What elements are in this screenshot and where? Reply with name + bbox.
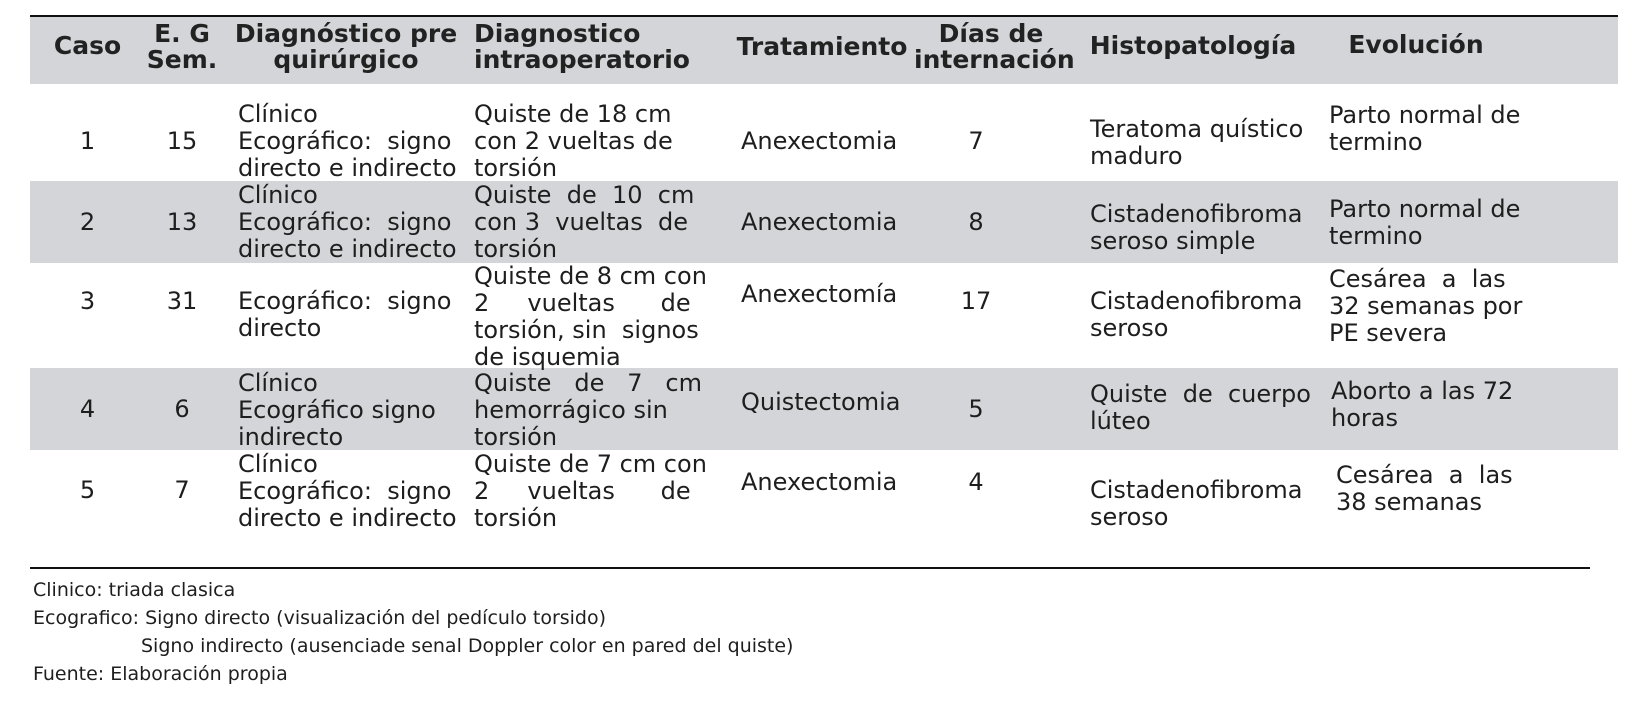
cell-dias bbox=[914, 288, 1038, 315]
cell-text: Cistadenofibroma bbox=[1090, 287, 1303, 315]
cell-text: Anexectomia bbox=[741, 208, 898, 236]
cell-text: 32 semanas por bbox=[1329, 292, 1523, 320]
header-tratamiento bbox=[728, 34, 916, 60]
header-eg bbox=[142, 21, 222, 73]
cell-evolucion bbox=[1336, 462, 1513, 516]
header-dias bbox=[914, 19, 1075, 74]
footnote-fuente: Fuente: Elaboración propia bbox=[33, 663, 288, 685]
cell-text: directo bbox=[238, 314, 322, 342]
cell-tratamiento bbox=[741, 469, 897, 496]
cell-text: con 3 vueltas de bbox=[474, 208, 688, 236]
cell-text: 5 bbox=[79, 476, 96, 504]
header-text: Caso bbox=[53, 31, 122, 60]
cell-eg bbox=[142, 477, 222, 504]
cell-tratamiento bbox=[741, 128, 897, 155]
cell-text: torsión, sin signos bbox=[474, 316, 699, 344]
cell-text: Cesárea a las bbox=[1336, 461, 1513, 489]
header-caso bbox=[40, 33, 135, 59]
footnote-clinico: Clinico: triada clasica bbox=[33, 579, 236, 601]
cell-text: 17 bbox=[960, 287, 992, 315]
cell-diagnostico-intra bbox=[474, 263, 707, 371]
cell-tratamiento bbox=[741, 389, 901, 416]
cell-text: termino bbox=[1329, 222, 1423, 250]
cell-diagnostico-intra bbox=[474, 101, 673, 182]
cell-text: 7 bbox=[174, 476, 190, 504]
cell-text: Anexectomia bbox=[741, 127, 898, 155]
cell-text: 38 semanas bbox=[1336, 488, 1482, 516]
header-text: Diagnostico bbox=[474, 19, 641, 48]
cell-diagnostico-pre bbox=[238, 370, 436, 451]
header-text: intraoperatorio bbox=[474, 45, 690, 74]
cell-text: Ecográfico: signo bbox=[238, 477, 452, 505]
cell-evolucion bbox=[1329, 102, 1520, 156]
cell-text: Quiste de 7 cm con bbox=[474, 450, 707, 478]
cell-diagnostico-intra bbox=[474, 182, 694, 263]
table-footnotes bbox=[33, 576, 793, 688]
cell-text: directo e indirecto bbox=[238, 504, 457, 532]
cell-text: 4 bbox=[968, 468, 984, 496]
cell-text: maduro bbox=[1090, 142, 1183, 170]
cell-text: seroso bbox=[1090, 503, 1169, 531]
cell-text: Ecográfico: signo bbox=[238, 127, 452, 155]
cell-text: Teratoma quístico bbox=[1090, 115, 1304, 143]
header-text: Tratamiento bbox=[736, 32, 908, 61]
cell-text: torsión bbox=[474, 423, 558, 451]
cell-text: directo e indirecto bbox=[238, 154, 457, 182]
cell-text: indirecto bbox=[238, 423, 344, 451]
cell-text: 3 bbox=[79, 287, 96, 315]
header-text: Histopatología bbox=[1089, 31, 1297, 60]
header-diagnostico-pre bbox=[230, 21, 462, 73]
cell-histopatologia bbox=[1090, 288, 1302, 342]
header-text: Evolución bbox=[1348, 30, 1484, 59]
cell-caso bbox=[40, 128, 135, 155]
cell-text: Parto normal de bbox=[1329, 195, 1521, 223]
cell-text: Ecográfico: signo bbox=[238, 208, 452, 236]
cell-text: Clínico bbox=[238, 369, 318, 397]
cell-eg bbox=[142, 396, 222, 423]
cell-histopatologia bbox=[1090, 116, 1303, 170]
cell-text: 8 bbox=[968, 208, 984, 236]
header-diagnostico-intra bbox=[474, 21, 714, 73]
cell-evolucion bbox=[1331, 378, 1513, 432]
cell-text: Quiste de 10 cm bbox=[474, 181, 695, 209]
cell-text: horas bbox=[1331, 404, 1398, 432]
cell-text: hemorrágico sin bbox=[474, 396, 668, 424]
cell-dias bbox=[914, 396, 1038, 423]
cell-text: Quiste de cuerpo bbox=[1090, 380, 1311, 408]
cell-tratamiento bbox=[741, 209, 897, 236]
cell-text: Quiste de 7 cm bbox=[474, 369, 702, 397]
cell-text: Clínico bbox=[238, 181, 318, 209]
cell-text: Clínico bbox=[238, 450, 318, 478]
cell-text: 15 bbox=[166, 127, 198, 155]
cell-text: 6 bbox=[174, 395, 190, 423]
table-bottom-rule bbox=[30, 567, 1590, 569]
footnote-signo-indirecto: Signo indirecto (ausenciade senal Doppler color en pared del quiste) bbox=[141, 635, 794, 657]
cell-text: lúteo bbox=[1090, 407, 1151, 435]
cell-caso bbox=[40, 477, 135, 504]
cell-text: termino bbox=[1329, 128, 1423, 156]
cell-tratamiento bbox=[741, 281, 897, 308]
cell-diagnostico-pre bbox=[238, 101, 457, 182]
cell-text: directo e indirecto bbox=[238, 235, 457, 263]
cell-text: Cesárea a las bbox=[1329, 265, 1506, 293]
cell-text: Ecográfico: signo bbox=[238, 287, 452, 315]
cell-text: Cistadenofibroma bbox=[1090, 200, 1303, 228]
cell-text: con 2 vueltas de bbox=[474, 127, 673, 155]
cell-caso bbox=[40, 396, 135, 423]
header-text: quirúrgico bbox=[273, 45, 419, 74]
cell-dias bbox=[914, 128, 1038, 155]
cell-text: seroso bbox=[1090, 314, 1169, 342]
header-histopatologia bbox=[1082, 33, 1304, 59]
cell-dias bbox=[914, 209, 1038, 236]
cell-caso bbox=[40, 288, 135, 315]
cell-evolucion bbox=[1329, 196, 1520, 250]
cell-text: 5 bbox=[968, 395, 984, 423]
cell-histopatologia bbox=[1090, 381, 1311, 435]
cell-diagnostico-pre bbox=[238, 182, 457, 263]
cell-histopatologia bbox=[1090, 477, 1302, 531]
cell-text: Clínico bbox=[238, 100, 318, 128]
header-text: Días de bbox=[938, 19, 1044, 48]
cell-histopatologia bbox=[1090, 201, 1302, 255]
cell-text: 4 bbox=[79, 395, 96, 423]
cell-diagnostico-pre bbox=[238, 451, 457, 532]
header-text: E. G bbox=[154, 19, 210, 48]
cell-text: 2 vueltas de bbox=[474, 477, 691, 505]
cell-text: Cistadenofibroma bbox=[1090, 476, 1303, 504]
cell-text: torsión bbox=[474, 235, 558, 263]
cell-text: 31 bbox=[166, 287, 198, 315]
header-text: internación bbox=[914, 45, 1075, 74]
cell-text: Aborto a las 72 bbox=[1331, 377, 1514, 405]
cell-text: 1 bbox=[79, 127, 96, 155]
cell-text: PE severa bbox=[1329, 319, 1448, 347]
cell-text: torsión bbox=[474, 504, 558, 532]
cell-text: 2 bbox=[79, 208, 96, 236]
cell-dias bbox=[914, 469, 1038, 496]
cell-text: Quiste de 18 cm bbox=[474, 100, 672, 128]
header-evolucion bbox=[1316, 32, 1516, 58]
cell-text: 13 bbox=[166, 208, 198, 236]
cell-text: Parto normal de bbox=[1329, 101, 1521, 129]
cell-diagnostico-intra bbox=[474, 451, 707, 532]
cell-diagnostico-intra bbox=[474, 370, 702, 451]
cell-text: Anexectomia bbox=[741, 468, 898, 496]
cell-text: Quiste de 8 cm con bbox=[474, 262, 707, 290]
header-text: Diagnóstico pre bbox=[234, 19, 458, 48]
cell-evolucion bbox=[1329, 266, 1522, 347]
cell-text: Ecográfico signo bbox=[238, 396, 436, 424]
cell-eg bbox=[142, 209, 222, 236]
cell-eg bbox=[142, 128, 222, 155]
cell-caso bbox=[40, 209, 135, 236]
cell-text: torsión bbox=[474, 154, 558, 182]
cell-eg bbox=[142, 288, 222, 315]
cell-text: Quistectomia bbox=[741, 388, 901, 416]
header-text: Sem. bbox=[146, 45, 218, 74]
cell-diagnostico-pre bbox=[238, 288, 452, 342]
cell-text: 2 vueltas de bbox=[474, 289, 691, 317]
cell-text: 7 bbox=[968, 127, 984, 155]
footnote-ecografico: Ecografico: Signo directo (visualización del pedículo torsido) bbox=[33, 607, 607, 629]
cell-text: Anexectomía bbox=[741, 280, 898, 308]
cell-text: seroso simple bbox=[1090, 227, 1256, 255]
cell-text: de isquemia bbox=[474, 343, 621, 371]
